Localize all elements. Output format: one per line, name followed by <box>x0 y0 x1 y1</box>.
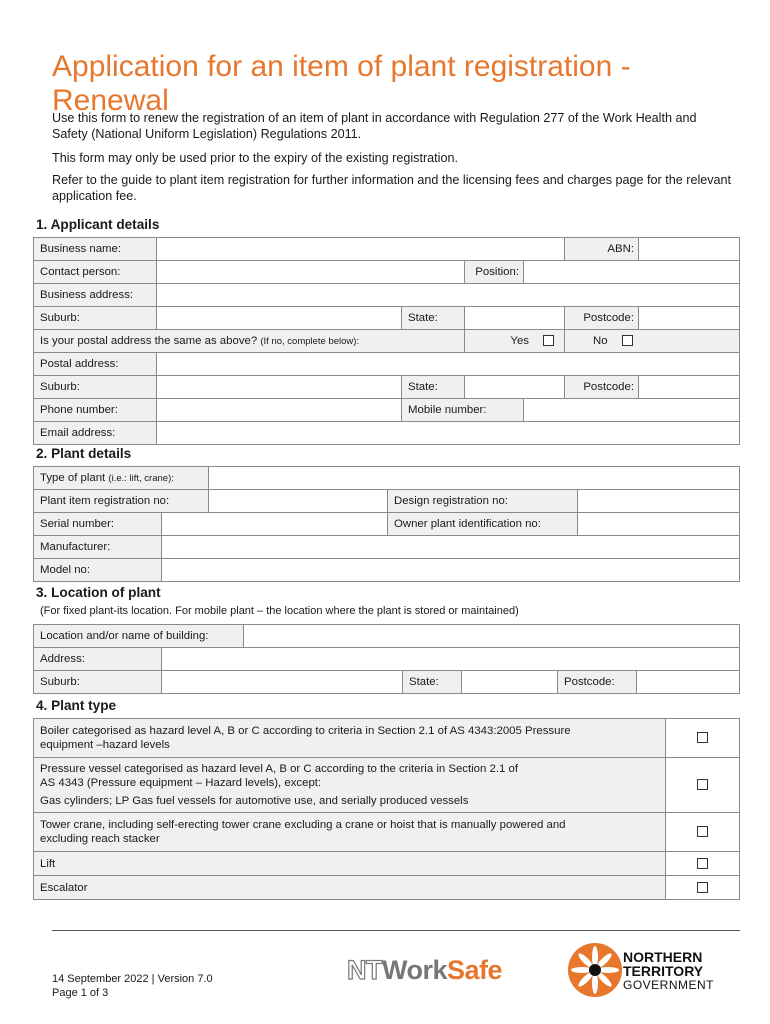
owner-id-field[interactable] <box>578 513 740 536</box>
type-of-plant-field[interactable] <box>209 467 740 490</box>
page-title: Application for an item of plant registration - Renewal <box>52 50 631 118</box>
postal-address-label: Postal address: <box>34 353 157 376</box>
postal-suburb-label: Suburb: <box>34 376 157 399</box>
postal-state-label: State: <box>402 376 465 399</box>
abn-field[interactable] <box>639 238 740 261</box>
tower-crane-text-line1: Tower crane, including self-erecting tower crane excluding a crane or hoist that is manually powered and <box>40 819 566 831</box>
contact-person-label: Contact person: <box>34 261 157 284</box>
nt-gov-line1: NORTHERN <box>623 949 703 965</box>
manufacturer-label: Manufacturer: <box>34 536 162 559</box>
worksafe-logo-nt: NT <box>347 955 382 985</box>
location-address-field[interactable] <box>162 648 740 671</box>
state-label: State: <box>402 307 465 330</box>
business-name-field[interactable] <box>157 238 565 261</box>
yes-checkbox[interactable] <box>543 335 554 346</box>
design-registration-label: Design registration no: <box>388 490 578 513</box>
intro-paragraph-1: Use this form to renew the registration of an item of plant in accordance with Regulation 277 of the Work Health and Safety (National Uniform Legislation) Regulations 2011. <box>52 111 697 141</box>
postal-address-field[interactable] <box>157 353 740 376</box>
business-address-label: Business address: <box>34 284 157 307</box>
section-location-heading: 3. Location of plant <box>36 585 161 600</box>
location-state-field[interactable] <box>462 671 558 694</box>
suburb-label: Suburb: <box>34 307 157 330</box>
escalator-checkbox[interactable] <box>697 882 708 893</box>
phone-label: Phone number: <box>34 399 157 422</box>
serial-number-label: Serial number: <box>34 513 162 536</box>
location-postcode-label: Postcode: <box>558 671 637 694</box>
postal-state-field[interactable] <box>465 376 565 399</box>
pressure-vessel-text-line1: Pressure vessel categorised as hazard level A, B or C according to the criteria in Section 2.1 of <box>40 763 519 775</box>
owner-id-label: Owner plant identification no: <box>388 513 578 536</box>
nt-gov-line2: TERRITORY <box>623 963 704 979</box>
location-suburb-field[interactable] <box>162 671 403 694</box>
postal-no-option <box>565 330 740 353</box>
business-name-label: Business name: <box>34 238 157 261</box>
footer-page-number: Page 1 of 3 <box>52 987 109 999</box>
pressure-vessel-text-line2: AS 4343 (Pressure equipment – Hazard levels), except: <box>40 777 322 789</box>
boiler-checkbox-cell <box>666 719 740 758</box>
section-applicant-heading: 1. Applicant details <box>36 217 160 232</box>
location-label: Location and/or name of building: <box>34 625 244 648</box>
registration-no-label: Plant item registration no: <box>34 490 209 513</box>
boiler-text-line1: Boiler categorised as hazard level A, B or C according to criteria in Section 2.1 of AS 4343:2005 Pressure <box>40 725 571 737</box>
plant-type-tower-crane <box>34 813 666 852</box>
tower-crane-checkbox[interactable] <box>697 826 708 837</box>
postal-question-text: Is your postal address the same as above? <box>40 335 258 347</box>
boiler-checkbox[interactable] <box>697 732 708 743</box>
abn-label: ABN: <box>565 238 639 261</box>
footer-date-version: 14 September 2022 | Version 7.0 <box>52 973 213 985</box>
business-address-field[interactable] <box>157 284 740 307</box>
mobile-label: Mobile number: <box>402 399 524 422</box>
worksafe-logo-work: Work <box>382 955 448 985</box>
location-postcode-field[interactable] <box>637 671 740 694</box>
postcode-label: Postcode: <box>565 307 639 330</box>
worksafe-logo-safe: Safe <box>447 955 503 985</box>
plant-type-table <box>33 718 740 900</box>
pressure-vessel-checkbox[interactable] <box>697 779 708 790</box>
yes-label: Yes <box>510 335 529 347</box>
lift-checkbox-cell <box>666 852 740 876</box>
suburb-field[interactable] <box>157 307 402 330</box>
contact-person-field[interactable] <box>157 261 465 284</box>
lift-checkbox[interactable] <box>697 858 708 869</box>
plant-type-boiler <box>34 719 666 758</box>
location-field[interactable] <box>244 625 740 648</box>
postal-yes-option <box>465 330 565 353</box>
pressure-vessel-text-line3: Gas cylinders; LP Gas fuel vessels for automotive use, and serially produced vessels <box>40 795 469 807</box>
footer-info <box>52 972 213 1000</box>
intro-paragraph-3: Refer to the guide to plant item registration for further information and the licensing fees and charges page for the relevant application fee. <box>52 173 732 203</box>
no-label: No <box>593 335 608 347</box>
model-label: Model no: <box>34 559 162 582</box>
tower-crane-checkbox-cell <box>666 813 740 852</box>
footer-divider <box>52 930 740 931</box>
email-field[interactable] <box>157 422 740 445</box>
manufacturer-field[interactable] <box>162 536 740 559</box>
nt-government-wordmark <box>623 950 714 992</box>
email-label: Email address: <box>34 422 157 445</box>
type-of-plant-label <box>34 467 209 490</box>
tower-crane-text-line2: excluding reach stacker <box>40 833 160 845</box>
section-plant-type-heading: 4. Plant type <box>36 698 117 713</box>
location-suburb-label: Suburb: <box>34 671 162 694</box>
worksafe-logo <box>347 955 502 986</box>
state-field[interactable] <box>465 307 565 330</box>
boiler-text-line2: equipment –hazard levels <box>40 739 170 751</box>
plant-details-table <box>33 466 740 582</box>
postal-postcode-field[interactable] <box>639 376 740 399</box>
plant-type-pressure-vessel <box>34 758 666 813</box>
plant-type-lift: Lift <box>34 852 666 876</box>
intro-paragraph-2: This form may only be used prior to the expiry of the existing registration. <box>52 151 458 165</box>
mobile-field[interactable] <box>524 399 740 422</box>
postal-same-question <box>34 330 465 353</box>
pressure-vessel-checkbox-cell <box>666 758 740 813</box>
location-address-label: Address: <box>34 648 162 671</box>
location-table <box>33 624 740 694</box>
applicant-details-table <box>33 237 740 445</box>
registration-no-field[interactable] <box>209 490 388 513</box>
nt-gov-line3: GOVERNMENT <box>623 978 715 992</box>
postal-question-hint: (If no, complete below): <box>260 336 360 347</box>
design-registration-field[interactable] <box>578 490 740 513</box>
location-state-label: State: <box>403 671 462 694</box>
position-label: Position: <box>465 261 524 284</box>
postal-suburb-field[interactable] <box>157 376 402 399</box>
type-of-plant-text: Type of plant <box>40 472 106 484</box>
escalator-checkbox-cell <box>666 876 740 900</box>
position-field[interactable] <box>524 261 740 284</box>
location-note: (For fixed plant-its location. For mobile plant – the location where the plant is stored or maintained) <box>40 605 519 617</box>
no-checkbox[interactable] <box>622 335 633 346</box>
postcode-field[interactable] <box>639 307 740 330</box>
type-of-plant-hint: (i.e.: lift, crane): <box>108 473 174 484</box>
plant-type-escalator: Escalator <box>34 876 666 900</box>
section-plant-details-heading: 2. Plant details <box>36 446 132 461</box>
postal-postcode-label: Postcode: <box>565 376 639 399</box>
serial-number-field[interactable] <box>162 513 388 536</box>
phone-field[interactable] <box>157 399 402 422</box>
model-field[interactable] <box>162 559 740 582</box>
